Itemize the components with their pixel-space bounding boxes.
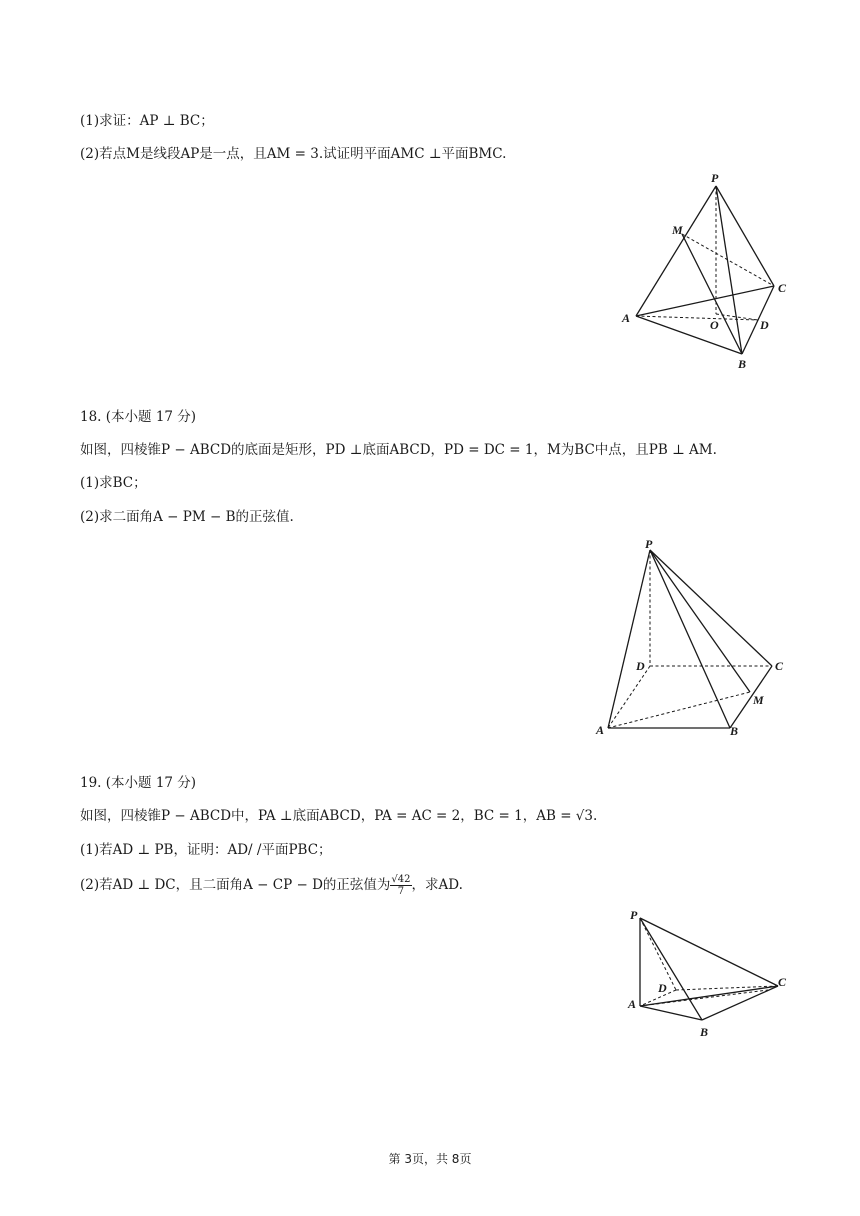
q19-part2-pre: (2)若AD ⊥ DC，且二面角A − CP − D的正弦值为: [80, 877, 391, 893]
figure-tetrahedron-pabc: [610, 168, 800, 378]
q19-stem: 如图，四棱锥P − ABCD中，PA ⊥底面ABCD，PA = AC = 2，BC = 1，AB = √3.: [80, 808, 598, 824]
fraction-numerator: √42: [391, 874, 411, 885]
q19-header: 19. (本小题 17 分): [80, 775, 197, 791]
fig2-label-b: B: [730, 724, 739, 738]
fraction-denominator: 7: [397, 886, 405, 897]
fig1-label-c: C: [778, 281, 787, 295]
fig3-label-p: P: [630, 908, 638, 922]
q17-part1: (1)求证：AP ⊥ BC；: [80, 113, 214, 129]
fig3-label-a: A: [628, 997, 637, 1011]
fig2-label-p: P: [645, 537, 653, 551]
fig1-label-m: M: [672, 223, 683, 237]
figure-pyramid-pabcd-q18: [590, 532, 800, 742]
fig3-label-b: B: [700, 1025, 709, 1039]
fig1-label-p: P: [711, 171, 719, 185]
page-footer: 第 3页，共 8页: [388, 1152, 472, 1166]
fig3-label-c: C: [778, 975, 787, 989]
fig1-label-d: D: [760, 318, 769, 332]
fig3-label-d: D: [658, 981, 667, 995]
fig2-label-d: D: [636, 659, 645, 673]
fig2-label-m: M: [753, 693, 764, 707]
fig2-label-c: C: [775, 659, 784, 673]
figure-pyramid-pabcd-q19: [620, 902, 800, 1047]
fig1-label-b: B: [738, 357, 747, 371]
fraction-sqrt42-over-7: [390, 874, 411, 897]
q18-part1: (1)求BC；: [80, 475, 147, 491]
fig1-label-a: A: [622, 311, 631, 325]
fig2-label-a: A: [596, 723, 605, 737]
q18-header: 18. (本小题 17 分): [80, 409, 197, 425]
q19-part2-post: ，求AD.: [411, 877, 463, 893]
q17-part2: (2)若点M是线段AP是一点，且AM = 3.试证明平面AMC ⊥平面BMC.: [80, 146, 507, 162]
fig1-label-o: O: [710, 318, 719, 332]
q18-part2: (2)求二面角A − PM − B的正弦值.: [80, 509, 294, 525]
q18-stem: 如图，四棱锥P − ABCD的底面是矩形，PD ⊥底面ABCD，PD = DC = 1，M为BC中点，且PB ⊥ AM.: [80, 442, 717, 458]
q19-part2: [80, 874, 463, 897]
q19-part1: (1)若AD ⊥ PB，证明：AD/ /平面PBC；: [80, 842, 332, 858]
